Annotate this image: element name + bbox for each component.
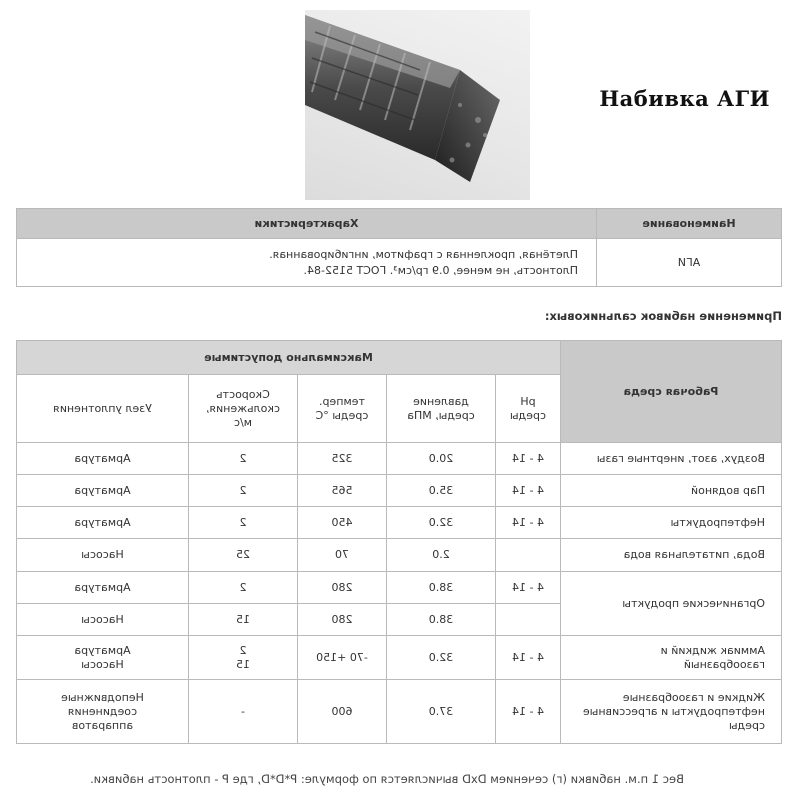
unit-line: Насосы xyxy=(81,657,124,671)
medium-line: нефтепродукты и агрессивные xyxy=(582,704,765,718)
header-pressure-line: среды, МПа xyxy=(407,408,475,422)
table-row xyxy=(17,539,782,572)
pressure-cell: 32.0 xyxy=(387,636,496,680)
pressure-cell: 38.0 xyxy=(387,604,496,636)
header-pressure xyxy=(387,375,496,443)
page-title: Набивка АГИ xyxy=(599,86,770,111)
header-name: Наименование xyxy=(597,209,782,239)
unit-cell: Арматура xyxy=(17,507,189,539)
table-row xyxy=(17,680,782,744)
ph-cell: 4 - 14 xyxy=(496,572,561,604)
temperature-cell: 325 xyxy=(298,443,387,475)
temperature-cell: 280 xyxy=(298,604,387,636)
header-ph-line: pH xyxy=(520,394,536,408)
table-row xyxy=(17,572,782,604)
unit-cell: Арматура xyxy=(17,443,189,475)
temperature-cell: 70 xyxy=(298,539,387,572)
temperature-cell: -70 +150 xyxy=(298,636,387,680)
header-speed xyxy=(189,375,298,443)
header-speed-line: скольжения, xyxy=(205,401,281,415)
header-temperature xyxy=(298,375,387,443)
pressure-cell: 38.0 xyxy=(387,572,496,604)
header-characteristics: Характеристики xyxy=(17,209,597,239)
ph-cell: 4 - 14 xyxy=(496,680,561,744)
unit-cell: Насосы xyxy=(17,604,189,636)
unit-line: соединения xyxy=(67,704,138,718)
product-photo xyxy=(305,10,530,200)
product-description-cell xyxy=(17,239,597,287)
pressure-cell: 35.0 xyxy=(387,475,496,507)
table-row xyxy=(17,443,782,475)
temperature-cell: 450 xyxy=(298,507,387,539)
speed-cell xyxy=(189,636,298,680)
speed-cell: 25 xyxy=(189,539,298,572)
medium-cell: Пар водяной xyxy=(561,475,782,507)
header-pressure-line: давление xyxy=(413,394,469,408)
description-line: Плетёная, прокленная с графитом, ингибированная. xyxy=(269,247,578,261)
medium-line: Аммиак жидкий и xyxy=(660,643,765,657)
product-name-cell: АГИ xyxy=(597,239,782,287)
unit-cell: Насосы xyxy=(17,539,189,572)
ph-cell xyxy=(496,604,561,636)
speed-cell: 2 xyxy=(189,475,298,507)
description-line: Плотность, не менее, 0.9 гр/см³. ГОСТ 5152-84. xyxy=(303,263,578,277)
ph-cell: 4 - 14 xyxy=(496,507,561,539)
pressure-cell: 2.0 xyxy=(387,539,496,572)
ph-cell xyxy=(496,539,561,572)
header-medium: Рабочая среда xyxy=(561,341,782,443)
medium-cell: Органические продукты xyxy=(561,572,782,636)
speed-line: 2 xyxy=(239,643,247,657)
section-label: Применение набивок сальниковых: xyxy=(544,309,782,323)
speed-cell: 2 xyxy=(189,572,298,604)
spec-table xyxy=(16,208,782,287)
medium-line: газообразный xyxy=(683,657,765,671)
medium-cell xyxy=(561,636,782,680)
unit-cell xyxy=(17,636,189,680)
table-row xyxy=(17,475,782,507)
usage-table xyxy=(16,340,782,744)
medium-cell: Воздух, азот, инертные газы xyxy=(561,443,782,475)
speed-cell: 15 xyxy=(189,604,298,636)
unit-line: Арматура xyxy=(74,643,131,657)
header-speed-line: м/с xyxy=(233,415,253,429)
medium-cell: Вода, питательная вода xyxy=(561,539,782,572)
ph-cell: 4 - 14 xyxy=(496,475,561,507)
table-row xyxy=(17,636,782,680)
medium-cell: Нефтепродукты xyxy=(561,507,782,539)
speed-cell: - xyxy=(189,680,298,744)
header-sealing-unit: Узел уплотнения xyxy=(17,375,189,443)
ph-cell: 4 - 14 xyxy=(496,443,561,475)
temperature-cell: 280 xyxy=(298,572,387,604)
header-temperature-line: темпер. xyxy=(319,394,365,408)
medium-line: Жидкие и газообразные xyxy=(622,690,765,704)
temperature-cell: 600 xyxy=(298,680,387,744)
speed-cell: 2 xyxy=(189,443,298,475)
header-temperature-line: среды °С xyxy=(315,408,369,422)
unit-cell: Арматура xyxy=(17,475,189,507)
speed-cell: 2 xyxy=(189,507,298,539)
unit-line: аппаратов xyxy=(71,718,134,732)
medium-cell xyxy=(561,680,782,744)
pressure-cell: 32.0 xyxy=(387,507,496,539)
pressure-cell: 37.0 xyxy=(387,680,496,744)
unit-cell xyxy=(17,680,189,744)
unit-line: Неподвижные xyxy=(61,690,144,704)
medium-line: среды xyxy=(728,718,765,732)
graphite-packing-icon xyxy=(305,10,530,200)
speed-line: 15 xyxy=(236,657,250,671)
table-row xyxy=(17,507,782,539)
header-max-allowed: Максимально допустимые xyxy=(17,341,561,375)
header-ph xyxy=(496,375,561,443)
unit-cell: Арматура xyxy=(17,572,189,604)
header-speed-line: Скорость xyxy=(216,387,270,401)
header-ph-line: среды xyxy=(509,408,547,422)
ph-cell: 4 - 14 xyxy=(496,636,561,680)
pressure-cell: 20.0 xyxy=(387,443,496,475)
weight-formula-note: Вес 1 п.м. набивки (г) сечением DxD вычисляется по формуле: P*D*D, где P - плотность набивки. xyxy=(90,772,684,786)
temperature-cell: 565 xyxy=(298,475,387,507)
